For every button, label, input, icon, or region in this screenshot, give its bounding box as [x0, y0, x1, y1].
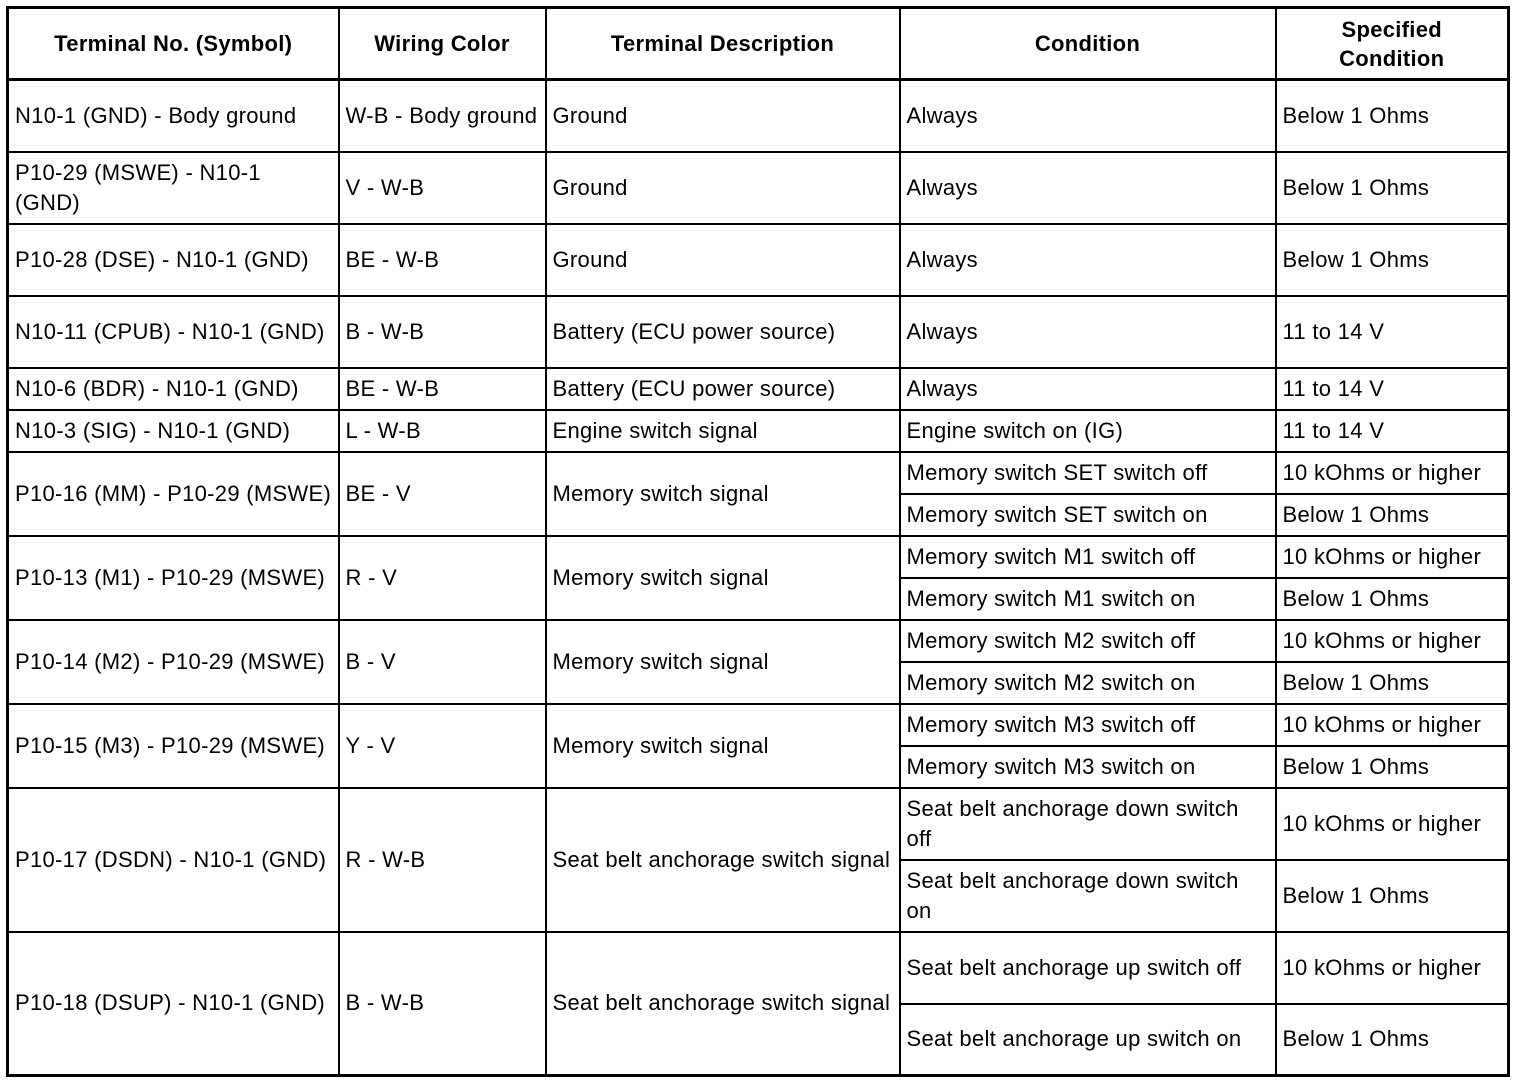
condition-cell: Always	[900, 296, 1276, 368]
table-body	[8, 80, 1509, 1076]
description-cell: Memory switch signal	[546, 704, 900, 788]
condition-cell: Seat belt anchorage down switch off	[900, 788, 1276, 860]
terminal-cell: P10-28 (DSE) - N10-1 (GND)	[8, 224, 339, 296]
table-header-row	[8, 8, 1509, 80]
table-row	[8, 788, 1509, 860]
specified-condition-cell: Below 1 Ohms	[1276, 746, 1509, 788]
specified-condition-cell: 11 to 14 V	[1276, 410, 1509, 452]
wiring-color-cell: L - W-B	[339, 410, 546, 452]
wiring-color-cell: R - V	[339, 536, 546, 620]
description-cell: Memory switch signal	[546, 452, 900, 536]
terminal-cell: P10-14 (M2) - P10-29 (MSWE)	[8, 620, 339, 704]
terminal-spec-table	[6, 6, 1510, 1077]
header-wiring-color: Wiring Color	[339, 8, 546, 80]
table-row	[8, 704, 1509, 746]
description-cell: Ground	[546, 80, 900, 152]
condition-cell: Memory switch M3 switch on	[900, 746, 1276, 788]
specified-condition-cell: 11 to 14 V	[1276, 368, 1509, 410]
condition-cell: Memory switch M3 switch off	[900, 704, 1276, 746]
condition-cell: Memory switch M1 switch off	[900, 536, 1276, 578]
table-row	[8, 80, 1509, 152]
condition-cell: Memory switch SET switch off	[900, 452, 1276, 494]
wiring-color-cell: R - W-B	[339, 788, 546, 932]
condition-cell: Always	[900, 80, 1276, 152]
wiring-color-cell: Y - V	[339, 704, 546, 788]
terminal-cell: P10-29 (MSWE) - N10-1 (GND)	[8, 152, 339, 224]
table-row	[8, 152, 1509, 224]
specified-condition-cell: 11 to 14 V	[1276, 296, 1509, 368]
specified-condition-cell: Below 1 Ohms	[1276, 152, 1509, 224]
specified-condition-cell: Below 1 Ohms	[1276, 224, 1509, 296]
description-cell: Seat belt anchorage switch signal	[546, 932, 900, 1076]
wiring-color-cell: BE - V	[339, 452, 546, 536]
terminal-cell: N10-6 (BDR) - N10-1 (GND)	[8, 368, 339, 410]
header-specified-condition: Specified Condition	[1276, 8, 1509, 80]
specified-condition-cell: Below 1 Ohms	[1276, 1004, 1509, 1076]
wiring-color-cell: BE - W-B	[339, 368, 546, 410]
condition-cell: Always	[900, 224, 1276, 296]
header-terminal-description: Terminal Description	[546, 8, 900, 80]
terminal-cell: P10-16 (MM) - P10-29 (MSWE)	[8, 452, 339, 536]
header-condition: Condition	[900, 8, 1276, 80]
wiring-color-cell: B - V	[339, 620, 546, 704]
terminal-cell: N10-11 (CPUB) - N10-1 (GND)	[8, 296, 339, 368]
description-cell: Memory switch signal	[546, 620, 900, 704]
condition-cell: Seat belt anchorage up switch on	[900, 1004, 1276, 1076]
table-row	[8, 368, 1509, 410]
description-cell: Ground	[546, 152, 900, 224]
wiring-color-cell: W-B - Body ground	[339, 80, 546, 152]
condition-cell: Memory switch SET switch on	[900, 494, 1276, 536]
wiring-color-cell: V - W-B	[339, 152, 546, 224]
specified-condition-cell: Below 1 Ohms	[1276, 494, 1509, 536]
condition-cell: Always	[900, 152, 1276, 224]
table-row	[8, 296, 1509, 368]
specified-condition-cell: 10 kOhms or higher	[1276, 704, 1509, 746]
specified-condition-cell: Below 1 Ohms	[1276, 80, 1509, 152]
terminal-cell: N10-3 (SIG) - N10-1 (GND)	[8, 410, 339, 452]
condition-cell: Seat belt anchorage up switch off	[900, 932, 1276, 1004]
terminal-cell: N10-1 (GND) - Body ground	[8, 80, 339, 152]
specified-condition-cell: Below 1 Ohms	[1276, 578, 1509, 620]
specified-condition-cell: 10 kOhms or higher	[1276, 536, 1509, 578]
wiring-color-cell: BE - W-B	[339, 224, 546, 296]
terminal-cell: P10-17 (DSDN) - N10-1 (GND)	[8, 788, 339, 932]
condition-cell: Memory switch M1 switch on	[900, 578, 1276, 620]
specified-condition-cell: 10 kOhms or higher	[1276, 452, 1509, 494]
terminal-cell: P10-15 (M3) - P10-29 (MSWE)	[8, 704, 339, 788]
terminal-cell: P10-13 (M1) - P10-29 (MSWE)	[8, 536, 339, 620]
condition-cell: Always	[900, 368, 1276, 410]
table-row	[8, 224, 1509, 296]
specified-condition-cell: 10 kOhms or higher	[1276, 788, 1509, 860]
specified-condition-cell: 10 kOhms or higher	[1276, 932, 1509, 1004]
specified-condition-cell: Below 1 Ohms	[1276, 662, 1509, 704]
table-row	[8, 932, 1509, 1004]
description-cell: Battery (ECU power source)	[546, 296, 900, 368]
table-row	[8, 536, 1509, 578]
table-row	[8, 620, 1509, 662]
table-row	[8, 452, 1509, 494]
condition-cell: Memory switch M2 switch on	[900, 662, 1276, 704]
terminal-cell: P10-18 (DSUP) - N10-1 (GND)	[8, 932, 339, 1076]
specified-condition-cell: Below 1 Ohms	[1276, 860, 1509, 932]
table-row	[8, 410, 1509, 452]
specified-condition-cell: 10 kOhms or higher	[1276, 620, 1509, 662]
wiring-color-cell: B - W-B	[339, 932, 546, 1076]
header-terminal: Terminal No. (Symbol)	[8, 8, 339, 80]
condition-cell: Memory switch M2 switch off	[900, 620, 1276, 662]
description-cell: Seat belt anchorage switch signal	[546, 788, 900, 932]
condition-cell: Engine switch on (IG)	[900, 410, 1276, 452]
description-cell: Engine switch signal	[546, 410, 900, 452]
wiring-color-cell: B - W-B	[339, 296, 546, 368]
description-cell: Memory switch signal	[546, 536, 900, 620]
condition-cell: Seat belt anchorage down switch on	[900, 860, 1276, 932]
description-cell: Battery (ECU power source)	[546, 368, 900, 410]
description-cell: Ground	[546, 224, 900, 296]
